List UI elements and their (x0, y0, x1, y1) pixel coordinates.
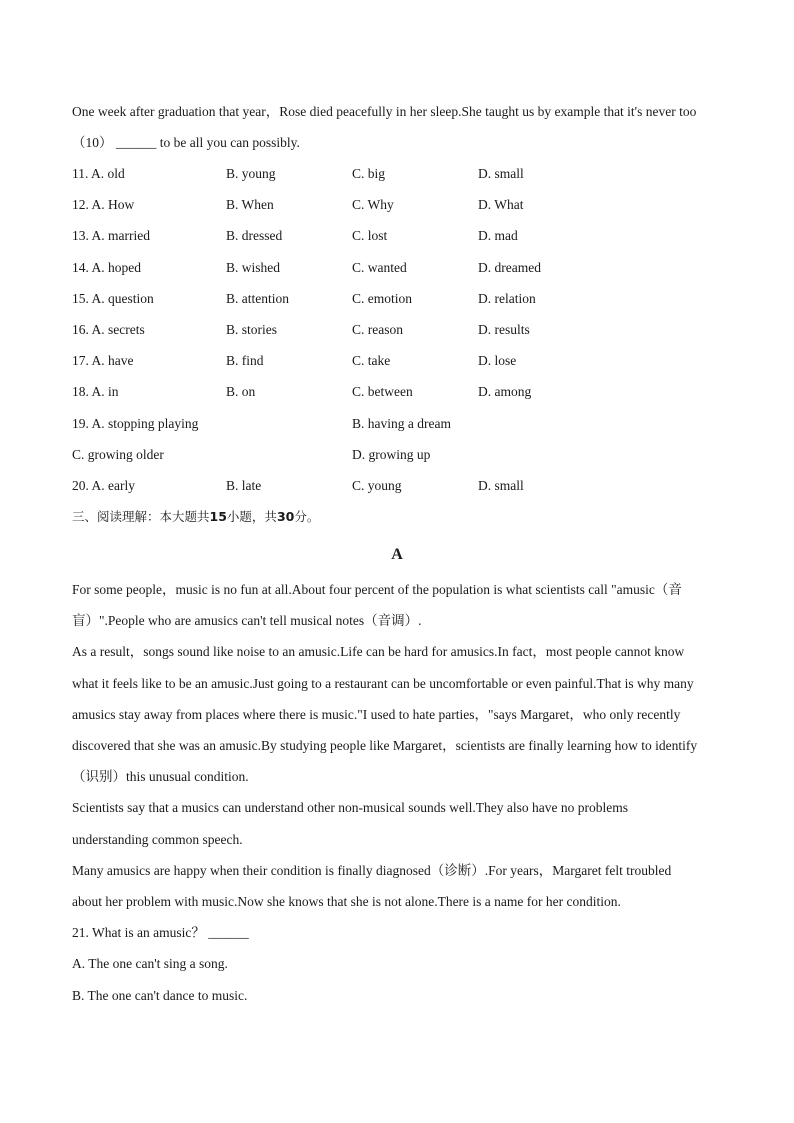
option-b: B. stories (226, 322, 278, 337)
passage-line: （识别）this unusual condition. (72, 769, 249, 784)
option-c: C. wanted (352, 260, 407, 275)
passage-line: 盲）".People who are amusics can't tell musical notes（音调）. (72, 613, 422, 628)
question-row-18 (72, 384, 732, 400)
option-b: B. attention (226, 291, 289, 306)
option-d: D. What (478, 197, 524, 212)
question-21-stem: 21. What is an amusic？ ______ (72, 925, 249, 940)
option-a: 12. A. How (72, 197, 135, 212)
passage-line: Scientists say that a musics can understand other non-musical sounds well.They also have no problems (72, 800, 629, 815)
option-d: D. results (478, 322, 530, 337)
passage-line: Many amusics are happy when their condition is finally diagnosed（诊断）.For years，Margaret felt troubled (72, 863, 672, 878)
option-d: D. mad (478, 228, 518, 243)
option-b: B. young (226, 166, 276, 181)
option-d: D. small (478, 166, 524, 181)
option-c: C. big (352, 166, 386, 181)
option-b: B. having a dream (352, 416, 451, 431)
option-b: B. dressed (226, 228, 283, 243)
option-a: 16. A. secrets (72, 322, 145, 337)
question-21-option-a: A. The one can't sing a song. (72, 956, 228, 971)
passage-line: what it feels like to be an amusic.Just going to a restaurant can be uncomfortable or even painful.That is why many (72, 676, 694, 691)
question-row-14 (72, 260, 732, 276)
option-b: B. on (226, 384, 256, 399)
option-d: D. among (478, 384, 532, 399)
option-c: C. lost (352, 228, 388, 243)
option-c: C. growing older (72, 447, 164, 462)
question-row-13 (72, 228, 732, 244)
option-a: 14. A. hoped (72, 260, 141, 275)
passage-line: understanding common speech. (72, 832, 243, 847)
option-a: 13. A. married (72, 228, 150, 243)
option-b: B. When (226, 197, 274, 212)
option-b: B. find (226, 353, 264, 368)
section-heading-prefix: 三、阅读理解：本大题共 (72, 509, 210, 524)
option-c: C. young (352, 478, 402, 493)
option-d: D. relation (478, 291, 536, 306)
option-c: C. take (352, 353, 391, 368)
question-row-12 (72, 197, 732, 213)
option-d: D. growing up (352, 447, 431, 462)
cloze-text-line: （10） ______ to be all you can possibly. (72, 135, 300, 150)
option-c: C. Why (352, 197, 394, 212)
option-a: 15. A. question (72, 291, 154, 306)
option-c: C. between (352, 384, 413, 399)
option-c: C. reason (352, 322, 403, 337)
section-heading (72, 509, 319, 525)
option-b: B. late (226, 478, 262, 493)
passage-title: A (391, 546, 403, 563)
question-row-20 (72, 478, 732, 494)
question-row-16 (72, 322, 732, 338)
section-heading-mid: 小题，共 (226, 509, 277, 524)
passage-line: discovered that she was an amusic.By studying people like Margaret，scientists are finally learning how to identify (72, 738, 698, 753)
cloze-text-line: One week after graduation that year，Rose died peacefully in her sleep.She taught us by example that it's never too (72, 104, 697, 119)
question-row-19-cont (72, 447, 732, 463)
passage-line: amusics stay away from places where there is music."I used to hate parties，"says Margaret，who only recently (72, 707, 681, 722)
option-a: 19. A. stopping playing (72, 416, 199, 431)
option-d: D. small (478, 478, 524, 493)
question-row-17 (72, 353, 732, 369)
question-21-option-b: B. The one can't dance to music. (72, 988, 248, 1003)
option-a: 11. A. old (72, 166, 125, 181)
question-count: 15 (209, 509, 227, 524)
total-score: 30 (276, 509, 295, 524)
option-d: D. dreamed (478, 260, 541, 275)
option-a: 20. A. early (72, 478, 135, 493)
option-d: D. lose (478, 353, 517, 368)
question-row-19 (72, 416, 732, 432)
option-c: C. emotion (352, 291, 412, 306)
question-row-11 (72, 166, 732, 182)
passage-line: about her problem with music.Now she knows that she is not alone.There is a name for her condition. (72, 894, 621, 909)
passage-line: As a result，songs sound like noise to an amusic.Life can be hard for amusics.In fact，most people cannot know (72, 644, 685, 659)
option-a: 17. A. have (72, 353, 134, 368)
section-heading-suffix: 分。 (294, 509, 320, 524)
passage-line: For some people，music is no fun at all.About four percent of the population is what scientists call "amusic（音 (72, 582, 682, 597)
option-a: 18. A. in (72, 384, 119, 399)
option-b: B. wished (226, 260, 280, 275)
question-row-15 (72, 291, 732, 307)
